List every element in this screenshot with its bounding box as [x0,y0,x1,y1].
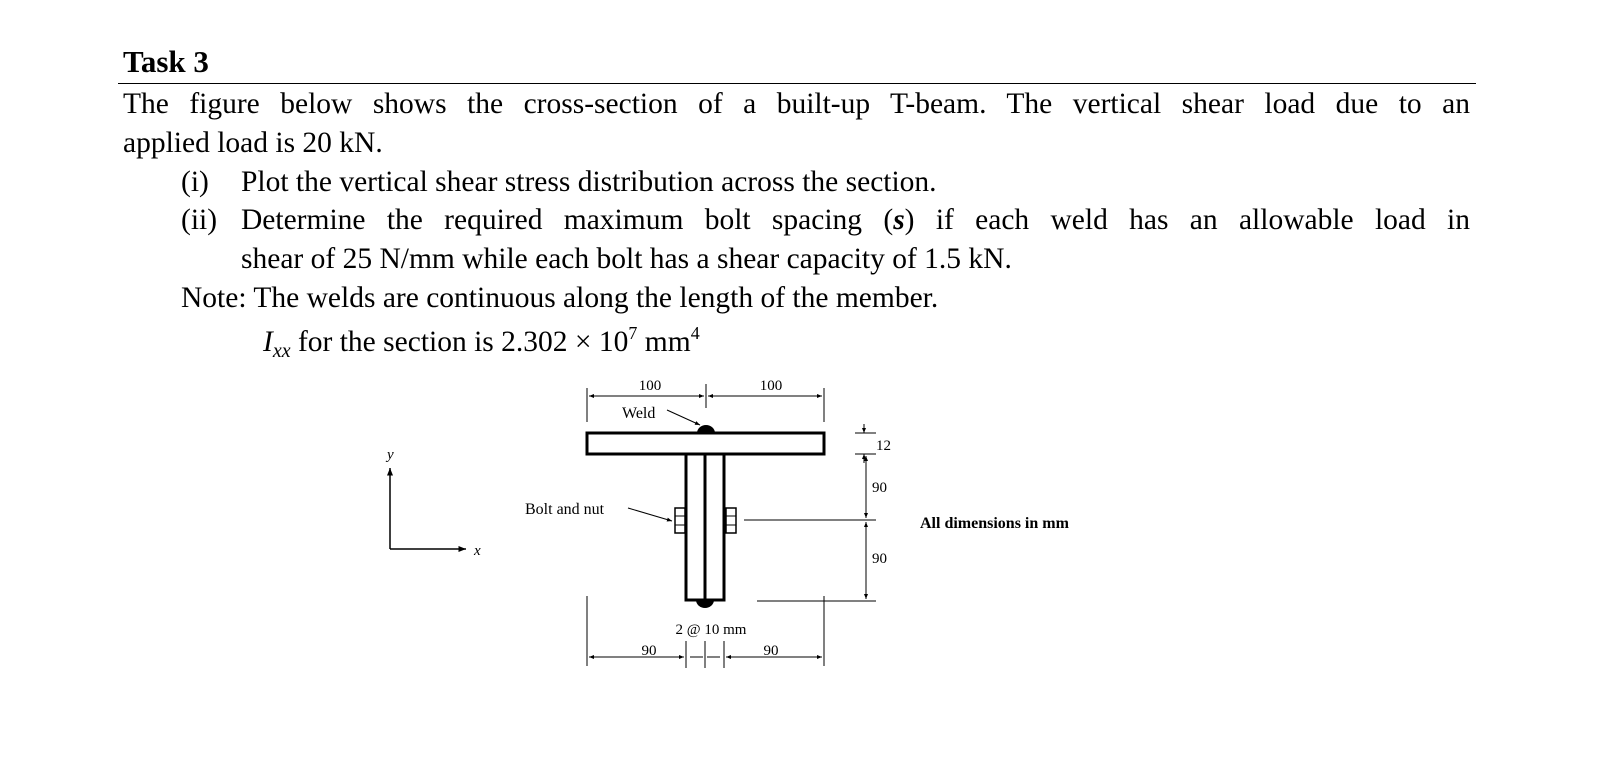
coordinate-axes [385,447,481,559]
ixx-exponent: 7 [628,323,638,343]
spacing-symbol: s [893,204,905,236]
spacing-label: 2 @ 10 mm [675,622,747,638]
web-plate-left [686,454,705,600]
dim-bottom-right: 90 [763,643,779,659]
bolt-leader [628,508,672,521]
axis-y-label: y [387,447,394,463]
flange-plate [587,433,824,454]
item-1-number: (i) [181,166,209,198]
ixx-symbol: I [263,326,273,358]
weld-label: Weld [622,405,656,422]
dim-lower-web: 90 [872,551,887,567]
intro-line-1: The figure below shows the cross-section of a built-up T-beam. The vertical shear load due to an [123,88,1470,120]
item-1-text: Plot the vertical shear stress distribution across the section. [241,166,937,198]
intro-line-2: applied load is 20 kN. [123,127,383,159]
item-2-number: (ii) [181,204,218,236]
axis-x-label: x [474,543,481,559]
dim-bottom-left: 90 [641,643,657,659]
ixx-unit-exponent: 4 [690,323,700,343]
weld-leader [667,410,700,425]
dimension-right [744,424,891,601]
dim-upper-web: 90 [872,480,887,496]
item-2-line-2: shear of 25 N/mm while each bolt has a shear capacity of 1.5 kN. [241,243,1012,275]
bolt-nut-right [726,508,736,533]
bolt-nut-left [675,508,685,533]
dim-top-right: 100 [759,378,783,394]
item-2-text-a: Determine the required maximum bolt spacing ( [241,204,894,236]
units-note: All dimensions in mm [920,515,1069,532]
ixx-text: for the section is 2.302 × 10 [290,326,629,358]
dim-top-left: 100 [638,378,662,394]
note-text: Note: The welds are continuous along the length of the member. [181,282,939,314]
weld-bottom [696,600,714,608]
ixx-subscript: xx [272,340,291,362]
ixx-unit: mm [637,326,691,358]
dim-flange: 12 [876,438,891,454]
weld-top [697,425,715,433]
bolt-label: Bolt and nut [525,501,605,518]
item-2-text-b: ) if each weld has an allowable load in [904,204,1471,236]
task-title: Task 3 [123,44,209,79]
web-plate-right [705,454,724,600]
